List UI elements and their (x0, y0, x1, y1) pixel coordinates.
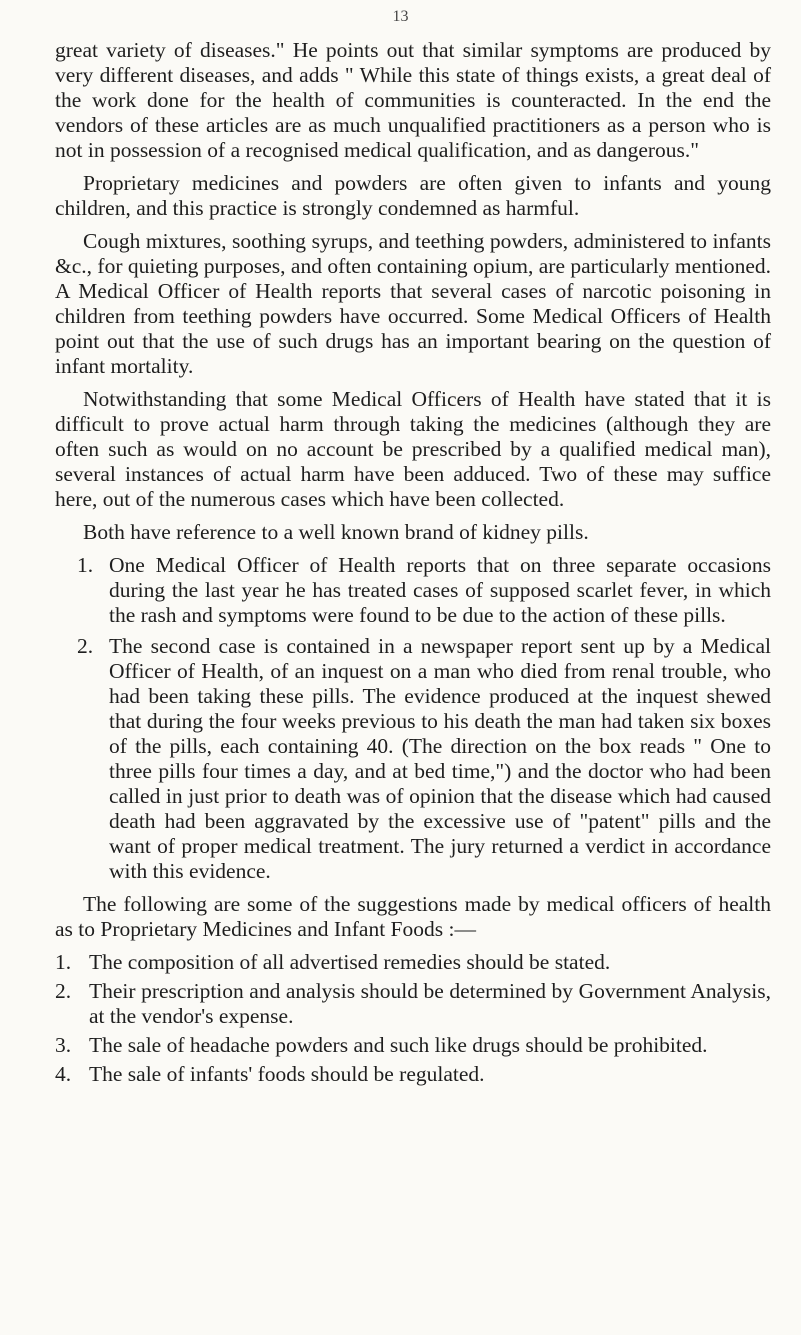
suggestion-text: The sale of infants' foods should be regulated. (89, 1062, 485, 1086)
suggestion-number: 2. (55, 979, 72, 1003)
paragraph: great variety of diseases." He points out that similar symptoms are produced by very different diseases, and adds " While this state of things exists, a great deal of the work done for the health of communities is counteracted. In the end the vendors of these articles are as much unqualified practitioners as a person who is not in possession of a recognised medical qualification, and as dangerous." (55, 38, 771, 162)
suggestion-text: The composition of all advertised remedies should be stated. (89, 950, 611, 974)
case-text: One Medical Officer of Health reports that on three separate occasions during the last year he has treated cases of supposed scarlet fever, in which the rash and symptoms were found to be due to the action of these pills. (109, 553, 771, 627)
case-item (55, 634, 771, 884)
case-number: 1. (77, 553, 94, 577)
paragraph: Notwithstanding that some Medical Officers of Health have stated that it is difficult to prove actual harm through taking the medicines (although they are often such as would on no account be prescribed by a qualified medical man), several instances of actual harm have been adduced. Two of these may suffice here, out of the numerous cases which have been collected. (55, 387, 771, 511)
paragraph: Proprietary medicines and powders are often given to infants and young children, and this practice is strongly condemned as harmful. (55, 171, 771, 220)
suggestions-intro: The following are some of the suggestions made by medical officers of health as to Proprietary Medicines and Infant Foods :— (55, 892, 771, 941)
suggestion-item (55, 979, 771, 1029)
case-text: The second case is contained in a newspaper report sent up by a Medical Officer of Health, of an inquest on a man who died from renal trouble, who had been taking these pills. The evidence produced at the inquest shewed that during the four weeks previous to his death the man had taken six boxes of the pills, each containing 40. (The direction on the box reads " One to three pills four times a day, and at bed time,") and the doctor who had been called in just prior to death was of opinion that the disease which had caused death had been aggravated by the excessive use of "patent" pills and the want of proper medical treatment. The jury returned a verdict in accordance with this evidence. (109, 634, 771, 883)
suggestion-list (55, 950, 771, 1087)
case-item (55, 553, 771, 628)
case-list (55, 553, 771, 884)
suggestion-text: Their prescription and analysis should be determined by Government Analysis, at the vendor's expense. (89, 979, 771, 1028)
suggestion-text: The sale of headache powders and such like drugs should be prohibited. (89, 1033, 708, 1057)
document-body (55, 38, 771, 1095)
suggestion-item (55, 950, 771, 975)
paragraph: Cough mixtures, soothing syrups, and teething powders, administered to infants &c., for quieting purposes, and often containing opium, are particularly mentioned. A Medical Officer of Health reports that several cases of narcotic poisoning in children from teething powders have occurred. Some Medical Officers of Health point out that the use of such drugs has an important bearing on the question of infant mortality. (55, 229, 771, 378)
suggestion-number: 4. (55, 1062, 72, 1086)
paragraph: Both have reference to a well known brand of kidney pills. (83, 520, 589, 544)
suggestion-number: 1. (55, 950, 72, 974)
suggestion-item (55, 1033, 771, 1058)
case-number: 2. (77, 634, 94, 658)
suggestion-item (55, 1062, 771, 1087)
page-number: 13 (392, 8, 409, 25)
suggestion-number: 3. (55, 1033, 72, 1057)
